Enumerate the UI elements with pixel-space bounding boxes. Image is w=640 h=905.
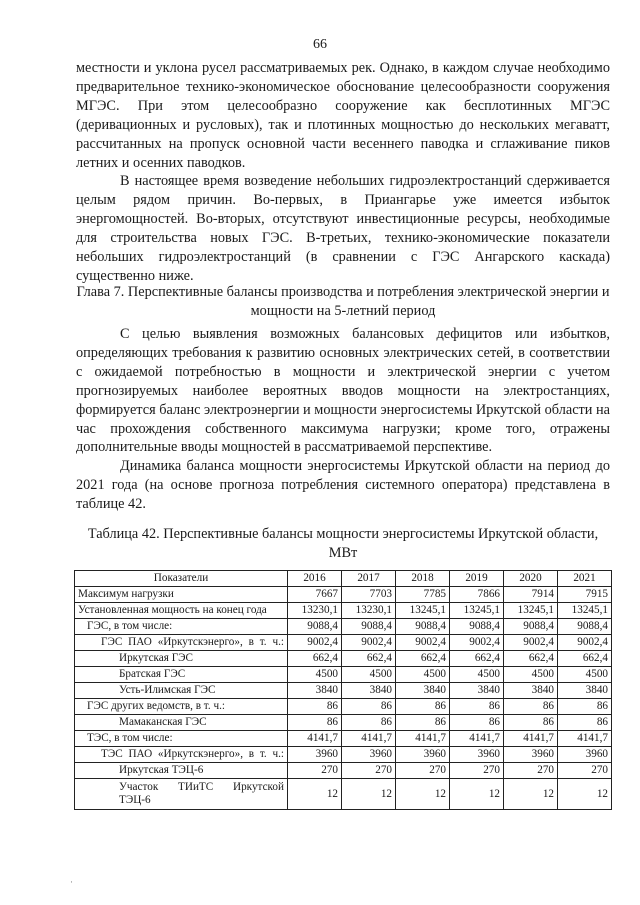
- cell-value: 7785: [396, 587, 450, 603]
- table-row: [75, 603, 612, 619]
- cell-value: 9088,4: [450, 619, 504, 635]
- table-row: [75, 731, 612, 747]
- cell-value: 86: [450, 715, 504, 731]
- cell-value: 86: [504, 715, 558, 731]
- cell-value: 3840: [504, 683, 558, 699]
- cell-value: 86: [504, 699, 558, 715]
- cell-value: 12: [450, 779, 504, 810]
- cell-value: 86: [450, 699, 504, 715]
- row-label: Максимум нагрузки: [75, 587, 288, 603]
- table-header-row: [75, 571, 612, 587]
- table-row: [75, 715, 612, 731]
- cell-value: 4141,7: [342, 731, 396, 747]
- row-label: Братская ГЭС: [75, 667, 288, 683]
- cell-value: 7915: [558, 587, 612, 603]
- cell-value: 9002,4: [396, 635, 450, 651]
- cell-value: 86: [558, 715, 612, 731]
- row-label: [75, 779, 288, 810]
- paragraph-1: местности и уклона русел рассматриваемых рек. Однако, в каждом случае необходимо предварительное технико-экономическое обоснование целесообразности сооружения МГЭС. При этом целесообразно сооружение как бесплотинных МГЭС (деривационных и русловых), так и плотинных мощностью до нескольких мегаватт, рассчитанных на пропуск основной части весеннего паводка и сглаживание пиков летних и осенних паводков.: [76, 60, 610, 171]
- table-row: [75, 651, 612, 667]
- body-text-top: [76, 59, 610, 286]
- cell-value: 4500: [396, 667, 450, 683]
- cell-value: 86: [558, 699, 612, 715]
- cell-value: 13230,1: [342, 603, 396, 619]
- cell-value: 7667: [288, 587, 342, 603]
- row-label: Иркутская ТЭЦ-6: [75, 763, 288, 779]
- paragraph-4: Динамика баланса мощности энергосистемы Иркутской области на период до 2021 года (на основе прогноза потребления системного оператора) представлена в таблице 42.: [76, 458, 610, 513]
- row-label: Иркутская ГЭС: [75, 651, 288, 667]
- cell-value: 662,4: [558, 651, 612, 667]
- cell-value: 9088,4: [288, 619, 342, 635]
- cell-value: 662,4: [342, 651, 396, 667]
- cell-value: 662,4: [450, 651, 504, 667]
- cell-value: 9088,4: [342, 619, 396, 635]
- header-year: 2018: [396, 571, 450, 587]
- cell-value: 3960: [342, 747, 396, 763]
- cell-value: 270: [450, 763, 504, 779]
- cell-value: 3840: [342, 683, 396, 699]
- cell-value: 86: [396, 715, 450, 731]
- cell-value: 270: [504, 763, 558, 779]
- paragraph-3: С целью выявления возможных балансовых дефицитов или избытков, определяющих требования к развитию основных электрических сетей, в соответствии с ожидаемой потребностью в мощности и электрической энергии с учетом прогнозируемых наиболее вероятных вводов мощности на электростанциях, формируется баланс электроэнергии и мощности энергосистемы Иркутской области на час прохождения собственного максимума нагрузки; кроме того, отражены дополнительные вводы мощностей в рассматриваемой перспективе.: [76, 326, 611, 456]
- cell-value: 7866: [450, 587, 504, 603]
- cell-value: 270: [288, 763, 342, 779]
- row-label: Усть-Илимская ГЭС: [75, 683, 288, 699]
- cell-value: 662,4: [288, 651, 342, 667]
- cell-value: 270: [396, 763, 450, 779]
- table-row: [75, 635, 612, 651]
- cell-value: 9088,4: [558, 619, 612, 635]
- table-row: [75, 587, 612, 603]
- cell-value: 270: [342, 763, 396, 779]
- table-row: [75, 779, 612, 810]
- header-indicator: Показатели: [75, 571, 288, 587]
- cell-value: 4141,7: [396, 731, 450, 747]
- cell-value: 9002,4: [342, 635, 396, 651]
- table-row: [75, 763, 612, 779]
- chapter-title: Глава 7. Перспективные балансы производства и потребления электрической энергии и мощности на 5-летний период: [76, 284, 610, 319]
- cell-value: 3840: [558, 683, 612, 699]
- cell-value: 86: [288, 699, 342, 715]
- cell-value: 12: [504, 779, 558, 810]
- cell-value: 13245,1: [396, 603, 450, 619]
- cell-value: 7914: [504, 587, 558, 603]
- row-label: ГЭС, в том числе:: [75, 619, 288, 635]
- table-row: [75, 619, 612, 635]
- cell-value: 86: [288, 715, 342, 731]
- cell-value: 3840: [288, 683, 342, 699]
- cell-value: 4500: [558, 667, 612, 683]
- cell-value: 9002,4: [558, 635, 612, 651]
- cell-value: 12: [558, 779, 612, 810]
- paragraph-2: В настоящее время возведение небольших гидроэлектростанций сдерживается целым рядом причин. Во-первых, в Приангарье уже имеется избыток энергомощностей. Во-вторых, отсутствуют инвестиционные ресурсы, необходимые для строительства новых ГЭС. В-третьих, технико-экономические показатели небольших гидроэлектростанций (в сравнении с ГЭС Ангарского каскада) существенно ниже.: [76, 173, 610, 284]
- cell-value: 12: [342, 779, 396, 810]
- row-label-text: ТЭС ПАО «Иркутскэнерго», в т. ч.:: [101, 748, 284, 760]
- page-number: 66: [313, 37, 327, 52]
- scan-speck: ·: [70, 877, 73, 887]
- cell-value: 4141,7: [450, 731, 504, 747]
- cell-value: 3960: [504, 747, 558, 763]
- header-year: 2017: [342, 571, 396, 587]
- row-label: Мамаканская ГЭС: [75, 715, 288, 731]
- cell-value: 3960: [288, 747, 342, 763]
- row-label: ТЭС, в том числе:: [75, 731, 288, 747]
- row-label: ГЭС других ведомств, в т. ч.:: [75, 699, 288, 715]
- cell-value: 4500: [450, 667, 504, 683]
- cell-value: 13230,1: [288, 603, 342, 619]
- cell-value: 3960: [396, 747, 450, 763]
- table-caption: Таблица 42. Перспективные балансы мощности энергосистемы Иркутской области, МВт: [87, 526, 599, 561]
- cell-value: 3840: [450, 683, 504, 699]
- row-label: [75, 747, 288, 763]
- cell-value: 9002,4: [288, 635, 342, 651]
- cell-value: 4500: [504, 667, 558, 683]
- cell-value: 4141,7: [288, 731, 342, 747]
- cell-value: 3840: [396, 683, 450, 699]
- cell-value: 86: [396, 699, 450, 715]
- cell-value: 662,4: [504, 651, 558, 667]
- cell-value: 9002,4: [450, 635, 504, 651]
- cell-value: 4500: [288, 667, 342, 683]
- cell-value: 7703: [342, 587, 396, 603]
- table-row: [75, 699, 612, 715]
- table-row: [75, 683, 612, 699]
- cell-value: 13245,1: [450, 603, 504, 619]
- row-label-text: ГЭС ПАО «Иркутскэнерго», в т. ч.:: [101, 636, 284, 648]
- cell-value: 4141,7: [504, 731, 558, 747]
- body-text-middle: [76, 325, 610, 514]
- balance-table: [74, 570, 612, 810]
- table-row: [75, 747, 612, 763]
- cell-value: 3960: [558, 747, 612, 763]
- header-year: 2019: [450, 571, 504, 587]
- cell-value: 86: [342, 715, 396, 731]
- header-year: 2016: [288, 571, 342, 587]
- row-label-text: Участок ТИиТС Иркутской ТЭЦ-6: [119, 781, 284, 806]
- row-label: Установленная мощность на конец года: [75, 603, 288, 619]
- cell-value: 9088,4: [396, 619, 450, 635]
- cell-value: 9002,4: [504, 635, 558, 651]
- cell-value: 12: [396, 779, 450, 810]
- cell-value: 12: [288, 779, 342, 810]
- cell-value: 662,4: [396, 651, 450, 667]
- cell-value: 86: [342, 699, 396, 715]
- header-year: 2020: [504, 571, 558, 587]
- cell-value: 4500: [342, 667, 396, 683]
- cell-value: 9088,4: [504, 619, 558, 635]
- cell-value: 270: [558, 763, 612, 779]
- row-label: [75, 635, 288, 651]
- cell-value: 4141,7: [558, 731, 612, 747]
- header-year: 2021: [558, 571, 612, 587]
- cell-value: 13245,1: [504, 603, 558, 619]
- table-row: [75, 667, 612, 683]
- cell-value: 3960: [450, 747, 504, 763]
- cell-value: 13245,1: [558, 603, 612, 619]
